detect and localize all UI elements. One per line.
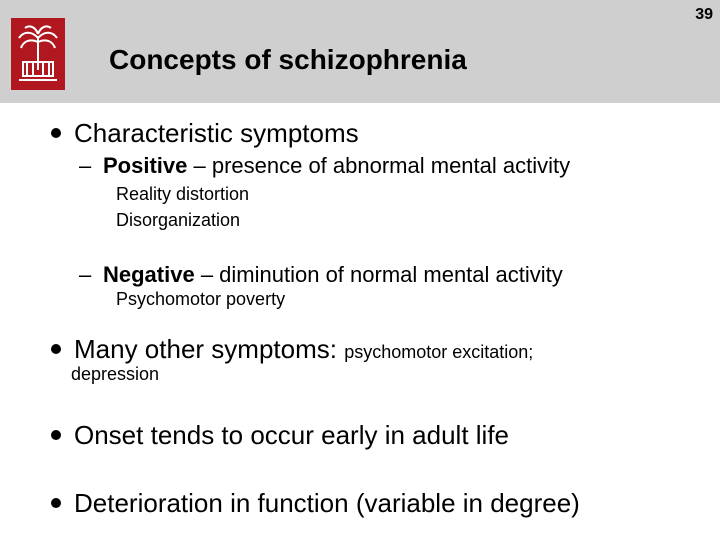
sub-bullet-dash: – [79,262,92,287]
bullet-many-other-symptoms [74,334,533,365]
psychomotor-excitation-text: psychomotor excitation; [344,342,534,362]
many-other-symptoms-text: Many other symptoms: [74,334,345,364]
positive-description: – presence of abnormal mental activity [187,153,571,178]
item-reality-distortion: Reality distortion [116,184,250,204]
sub-bullet-positive [103,153,570,179]
depression-text: depression [71,364,160,384]
sub-bullet-negative [103,262,563,288]
bullet-dot [51,128,61,138]
sub-bullet-dash: – [79,153,92,178]
slide-title: Concepts of schizophrenia [109,44,467,75]
positive-label: Positive [103,153,188,178]
bullet-deterioration: Deterioration in function (variable in degree) [74,488,580,518]
bullet-characteristic-symptoms: Characteristic symptoms [74,118,359,148]
slide-number: 39 [695,6,713,23]
bullet-dot [51,430,61,440]
bullet-onset: Onset tends to occur early in adult life [74,420,510,450]
bullet-dot [51,344,61,354]
item-disorganization: Disorganization [116,210,241,230]
negative-description: – diminution of normal mental activity [194,262,563,287]
item-psychomotor-poverty: Psychomotor poverty [116,289,286,309]
bullet-dot [51,498,61,508]
header-bar [0,0,720,103]
negative-label: Negative [103,262,195,287]
university-seal-icon [11,18,65,90]
